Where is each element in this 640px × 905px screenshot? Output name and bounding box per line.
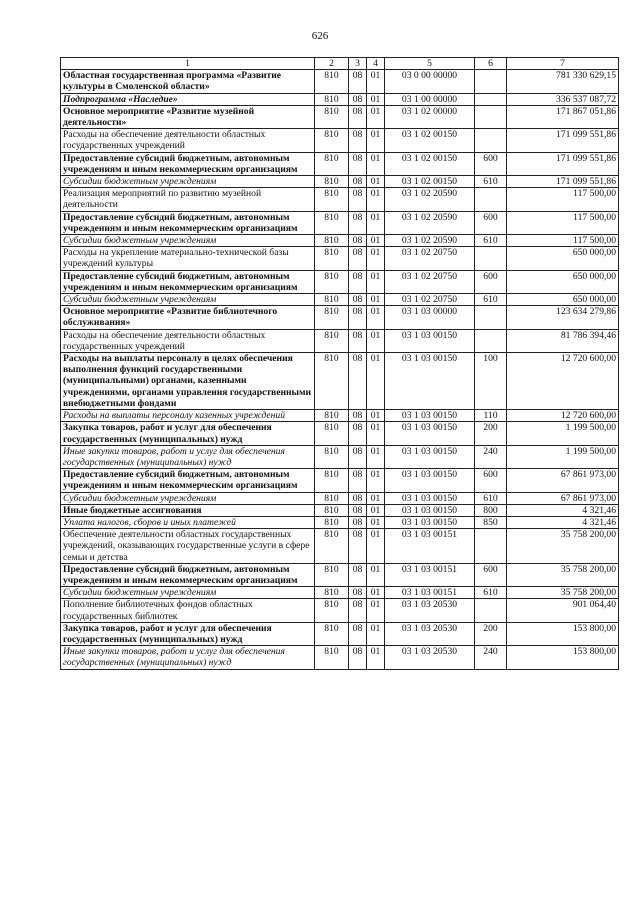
code-expense-type-cell: 610 <box>475 492 507 504</box>
item-name-cell: Иные бюджетные ассигнования <box>61 504 315 516</box>
code-section-cell: 08 <box>349 516 367 528</box>
amount-cell: 4 321,46 <box>507 504 619 516</box>
code-target-cell: 03 1 03 00151 <box>385 587 475 599</box>
code-ministry-cell: 810 <box>315 563 349 586</box>
code-target-cell: 03 1 03 00151 <box>385 563 475 586</box>
code-subsection-cell: 01 <box>367 529 385 564</box>
code-expense-type-cell: 600 <box>475 563 507 586</box>
code-ministry-cell: 810 <box>315 152 349 175</box>
code-section-cell: 08 <box>349 563 367 586</box>
code-expense-type-cell <box>475 306 507 329</box>
code-subsection-cell: 01 <box>367 622 385 645</box>
code-section-cell: 08 <box>349 353 367 410</box>
code-section-cell: 08 <box>349 622 367 645</box>
code-section-cell: 08 <box>349 211 367 234</box>
code-expense-type-cell: 610 <box>475 294 507 306</box>
code-ministry-cell: 810 <box>315 93 349 105</box>
code-expense-type-cell: 800 <box>475 504 507 516</box>
code-section-cell: 08 <box>349 445 367 468</box>
code-ministry-cell: 810 <box>315 445 349 468</box>
header-cell: 7 <box>507 58 619 70</box>
item-name-cell: Основное мероприятие «Развитие музейной деятельности» <box>61 105 315 128</box>
table-header-row <box>61 58 619 70</box>
code-section-cell: 08 <box>349 70 367 93</box>
code-subsection-cell: 01 <box>367 211 385 234</box>
code-ministry-cell: 810 <box>315 306 349 329</box>
code-target-cell: 03 1 02 20750 <box>385 294 475 306</box>
amount-cell: 650 000,00 <box>507 294 619 306</box>
table-row <box>61 622 619 645</box>
item-name-cell: Предоставление субсидий бюджетным, автономным учреждениям и иным некоммерческим организациям <box>61 211 315 234</box>
item-name-cell: Обеспечение деятельности областных государственных учреждений, оказывающих государственные услуги в сфере семьи и детства <box>61 529 315 564</box>
code-expense-type-cell: 240 <box>475 445 507 468</box>
amount-cell: 153 800,00 <box>507 646 619 669</box>
code-subsection-cell: 01 <box>367 294 385 306</box>
item-name-cell: Расходы на обеспечение деятельности областных государственных учреждений <box>61 129 315 152</box>
code-subsection-cell: 01 <box>367 646 385 669</box>
code-target-cell: 03 1 03 00000 <box>385 306 475 329</box>
code-ministry-cell: 810 <box>315 329 349 352</box>
header-cell: 6 <box>475 58 507 70</box>
amount-cell: 650 000,00 <box>507 247 619 270</box>
code-subsection-cell: 01 <box>367 492 385 504</box>
code-expense-type-cell: 240 <box>475 646 507 669</box>
header-cell: 3 <box>349 58 367 70</box>
code-ministry-cell: 810 <box>315 622 349 645</box>
code-section-cell: 08 <box>349 270 367 293</box>
amount-cell: 336 537 087,72 <box>507 93 619 105</box>
code-section-cell: 08 <box>349 152 367 175</box>
code-expense-type-cell: 610 <box>475 235 507 247</box>
code-expense-type-cell <box>475 93 507 105</box>
code-section-cell: 08 <box>349 105 367 128</box>
amount-cell: 171 099 551,86 <box>507 176 619 188</box>
item-name-cell: Областная государственная программа «Развитие культуры в Смоленской области» <box>61 70 315 93</box>
code-subsection-cell: 01 <box>367 152 385 175</box>
amount-cell: 81 786 394,46 <box>507 329 619 352</box>
code-target-cell: 03 1 02 00000 <box>385 105 475 128</box>
code-subsection-cell: 01 <box>367 563 385 586</box>
code-subsection-cell: 01 <box>367 247 385 270</box>
code-target-cell: 03 1 03 00150 <box>385 353 475 410</box>
code-section-cell: 08 <box>349 422 367 445</box>
amount-cell: 1 199 500,00 <box>507 445 619 468</box>
code-ministry-cell: 810 <box>315 599 349 622</box>
amount-cell: 35 758 200,00 <box>507 529 619 564</box>
code-ministry-cell: 810 <box>315 353 349 410</box>
code-ministry-cell: 810 <box>315 469 349 492</box>
code-section-cell: 08 <box>349 469 367 492</box>
code-ministry-cell: 810 <box>315 294 349 306</box>
code-target-cell: 03 1 03 00150 <box>385 504 475 516</box>
code-subsection-cell: 01 <box>367 188 385 211</box>
code-target-cell: 03 1 02 20590 <box>385 235 475 247</box>
item-name-cell: Предоставление субсидий бюджетным, автономным учреждениям и иным некоммерческим организациям <box>61 469 315 492</box>
code-subsection-cell: 01 <box>367 587 385 599</box>
code-ministry-cell: 810 <box>315 270 349 293</box>
code-target-cell: 03 1 03 20530 <box>385 646 475 669</box>
table-row <box>61 445 619 468</box>
item-name-cell: Закупка товаров, работ и услуг для обеспечения государственных (муниципальных) нужд <box>61 622 315 645</box>
code-ministry-cell: 810 <box>315 492 349 504</box>
item-name-cell: Расходы на выплаты персоналу в целях обеспечения выполнения функций государственными (муниципальными) органами, казенными учреждениями, органами управления государственными внебюджетными фондами <box>61 353 315 410</box>
header-cell: 4 <box>367 58 385 70</box>
code-ministry-cell: 810 <box>315 105 349 128</box>
code-target-cell: 03 1 03 00150 <box>385 410 475 422</box>
code-section-cell: 08 <box>349 93 367 105</box>
item-name-cell: Иные закупки товаров, работ и услуг для обеспечения государственных (муниципальных) нужд <box>61 445 315 468</box>
code-expense-type-cell: 850 <box>475 516 507 528</box>
code-target-cell: 03 1 03 00150 <box>385 469 475 492</box>
code-target-cell: 03 1 03 00150 <box>385 492 475 504</box>
table-row <box>61 516 619 528</box>
table-row <box>61 211 619 234</box>
table-row <box>61 492 619 504</box>
item-name-cell: Предоставление субсидий бюджетным, автономным учреждениям и иным некоммерческим организациям <box>61 270 315 293</box>
table-row <box>61 247 619 270</box>
code-expense-type-cell <box>475 247 507 270</box>
code-expense-type-cell <box>475 529 507 564</box>
code-ministry-cell: 810 <box>315 211 349 234</box>
code-target-cell: 03 1 02 20750 <box>385 247 475 270</box>
code-section-cell: 08 <box>349 294 367 306</box>
code-section-cell: 08 <box>349 306 367 329</box>
table-row <box>61 294 619 306</box>
code-subsection-cell: 01 <box>367 93 385 105</box>
header-cell: 5 <box>385 58 475 70</box>
amount-cell: 67 861 973,00 <box>507 469 619 492</box>
amount-cell: 67 861 973,00 <box>507 492 619 504</box>
code-expense-type-cell: 600 <box>475 152 507 175</box>
code-target-cell: 03 0 00 00000 <box>385 70 475 93</box>
code-ministry-cell: 810 <box>315 129 349 152</box>
code-target-cell: 03 1 03 00150 <box>385 516 475 528</box>
amount-cell: 123 634 279,86 <box>507 306 619 329</box>
code-target-cell: 03 1 03 00150 <box>385 422 475 445</box>
code-target-cell: 03 1 03 20530 <box>385 599 475 622</box>
table-row <box>61 129 619 152</box>
table-row <box>61 353 619 410</box>
code-expense-type-cell: 610 <box>475 176 507 188</box>
code-expense-type-cell: 610 <box>475 587 507 599</box>
code-section-cell: 08 <box>349 587 367 599</box>
code-subsection-cell: 01 <box>367 176 385 188</box>
amount-cell: 117 500,00 <box>507 188 619 211</box>
code-subsection-cell: 01 <box>367 469 385 492</box>
code-expense-type-cell <box>475 599 507 622</box>
code-subsection-cell: 01 <box>367 105 385 128</box>
code-subsection-cell: 01 <box>367 270 385 293</box>
table-row <box>61 587 619 599</box>
code-expense-type-cell: 200 <box>475 422 507 445</box>
code-target-cell: 03 1 02 00150 <box>385 129 475 152</box>
table-row <box>61 646 619 669</box>
amount-cell: 171 099 551,86 <box>507 129 619 152</box>
amount-cell: 171 867 051,86 <box>507 105 619 128</box>
table-row <box>61 529 619 564</box>
code-expense-type-cell: 110 <box>475 410 507 422</box>
code-expense-type-cell <box>475 70 507 93</box>
code-target-cell: 03 1 02 20590 <box>385 188 475 211</box>
code-subsection-cell: 01 <box>367 353 385 410</box>
amount-cell: 12 720 600,00 <box>507 353 619 410</box>
table-row <box>61 105 619 128</box>
amount-cell: 35 758 200,00 <box>507 587 619 599</box>
item-name-cell: Субсидии бюджетным учреждениям <box>61 294 315 306</box>
code-ministry-cell: 810 <box>315 529 349 564</box>
code-subsection-cell: 01 <box>367 445 385 468</box>
code-ministry-cell: 810 <box>315 188 349 211</box>
amount-cell: 117 500,00 <box>507 211 619 234</box>
code-ministry-cell: 810 <box>315 587 349 599</box>
code-target-cell: 03 1 03 00151 <box>385 529 475 564</box>
amount-cell: 1 199 500,00 <box>507 422 619 445</box>
code-subsection-cell: 01 <box>367 329 385 352</box>
amount-cell: 781 330 629,15 <box>507 70 619 93</box>
code-section-cell: 08 <box>349 188 367 211</box>
code-section-cell: 08 <box>349 247 367 270</box>
item-name-cell: Субсидии бюджетным учреждениям <box>61 235 315 247</box>
amount-cell: 171 099 551,86 <box>507 152 619 175</box>
table-row <box>61 176 619 188</box>
item-name-cell: Субсидии бюджетным учреждениям <box>61 492 315 504</box>
item-name-cell: Расходы на обеспечение деятельности областных государственных учреждений <box>61 329 315 352</box>
item-name-cell: Субсидии бюджетным учреждениям <box>61 176 315 188</box>
code-section-cell: 08 <box>349 492 367 504</box>
table-row <box>61 469 619 492</box>
table-row <box>61 235 619 247</box>
table-row <box>61 93 619 105</box>
item-name-cell: Предоставление субсидий бюджетным, автономным учреждениям и иным некоммерческим организациям <box>61 152 315 175</box>
code-ministry-cell: 810 <box>315 410 349 422</box>
amount-cell: 12 720 600,00 <box>507 410 619 422</box>
code-target-cell: 03 1 02 20750 <box>385 270 475 293</box>
code-subsection-cell: 01 <box>367 504 385 516</box>
code-subsection-cell: 01 <box>367 516 385 528</box>
table-row <box>61 504 619 516</box>
code-target-cell: 03 1 00 00000 <box>385 93 475 105</box>
code-subsection-cell: 01 <box>367 235 385 247</box>
code-target-cell: 03 1 02 20590 <box>385 211 475 234</box>
code-section-cell: 08 <box>349 646 367 669</box>
code-ministry-cell: 810 <box>315 516 349 528</box>
code-section-cell: 08 <box>349 129 367 152</box>
table-row <box>61 410 619 422</box>
amount-cell: 650 000,00 <box>507 270 619 293</box>
table-row <box>61 70 619 93</box>
item-name-cell: Реализация мероприятий по развитию музейной деятельности <box>61 188 315 211</box>
item-name-cell: Пополнение библиотечных фондов областных государственных библиотек <box>61 599 315 622</box>
code-ministry-cell: 810 <box>315 504 349 516</box>
code-ministry-cell: 810 <box>315 247 349 270</box>
item-name-cell: Основное мероприятие «Развитие библиотечного обслуживания» <box>61 306 315 329</box>
code-expense-type-cell: 600 <box>475 211 507 234</box>
table-row <box>61 329 619 352</box>
item-name-cell: Уплата налогов, сборов и иных платежей <box>61 516 315 528</box>
code-ministry-cell: 810 <box>315 235 349 247</box>
code-ministry-cell: 810 <box>315 70 349 93</box>
code-expense-type-cell <box>475 188 507 211</box>
code-section-cell: 08 <box>349 529 367 564</box>
code-section-cell: 08 <box>349 176 367 188</box>
item-name-cell: Закупка товаров, работ и услуг для обеспечения государственных (муниципальных) нужд <box>61 422 315 445</box>
page-number: 626 <box>311 30 329 42</box>
code-target-cell: 03 1 02 00150 <box>385 152 475 175</box>
item-name-cell: Расходы на выплаты персоналу казенных учреждений <box>61 410 315 422</box>
table-row <box>61 563 619 586</box>
item-name-cell: Подпрограмма «Наследие» <box>61 93 315 105</box>
code-target-cell: 03 1 02 00150 <box>385 176 475 188</box>
code-subsection-cell: 01 <box>367 129 385 152</box>
code-subsection-cell: 01 <box>367 306 385 329</box>
code-target-cell: 03 1 03 00150 <box>385 445 475 468</box>
table-row <box>61 306 619 329</box>
code-section-cell: 08 <box>349 410 367 422</box>
code-expense-type-cell: 100 <box>475 353 507 410</box>
item-name-cell: Субсидии бюджетным учреждениям <box>61 587 315 599</box>
amount-cell: 117 500,00 <box>507 235 619 247</box>
code-section-cell: 08 <box>349 235 367 247</box>
code-expense-type-cell: 600 <box>475 469 507 492</box>
code-section-cell: 08 <box>349 504 367 516</box>
code-section-cell: 08 <box>349 329 367 352</box>
code-target-cell: 03 1 03 00150 <box>385 329 475 352</box>
table-row <box>61 599 619 622</box>
budget-table <box>60 57 619 670</box>
code-ministry-cell: 810 <box>315 422 349 445</box>
amount-cell: 4 321,46 <box>507 516 619 528</box>
header-cell: 1 <box>61 58 315 70</box>
code-ministry-cell: 810 <box>315 176 349 188</box>
item-name-cell: Иные закупки товаров, работ и услуг для обеспечения государственных (муниципальных) нужд <box>61 646 315 669</box>
code-subsection-cell: 01 <box>367 599 385 622</box>
item-name-cell: Расходы на укрепление материально-технической базы учреждений культуры <box>61 247 315 270</box>
code-section-cell: 08 <box>349 599 367 622</box>
code-expense-type-cell <box>475 129 507 152</box>
code-subsection-cell: 01 <box>367 422 385 445</box>
code-subsection-cell: 01 <box>367 410 385 422</box>
table-row <box>61 152 619 175</box>
amount-cell: 35 758 200,00 <box>507 563 619 586</box>
amount-cell: 153 800,00 <box>507 622 619 645</box>
table-row <box>61 422 619 445</box>
item-name-cell: Предоставление субсидий бюджетным, автономным учреждениям и иным некоммерческим организациям <box>61 563 315 586</box>
code-expense-type-cell: 200 <box>475 622 507 645</box>
code-expense-type-cell: 600 <box>475 270 507 293</box>
header-cell: 2 <box>315 58 349 70</box>
code-target-cell: 03 1 03 20530 <box>385 622 475 645</box>
code-subsection-cell: 01 <box>367 70 385 93</box>
code-ministry-cell: 810 <box>315 646 349 669</box>
table-row <box>61 270 619 293</box>
table-row <box>61 188 619 211</box>
code-expense-type-cell <box>475 329 507 352</box>
amount-cell: 901 064,40 <box>507 599 619 622</box>
code-expense-type-cell <box>475 105 507 128</box>
